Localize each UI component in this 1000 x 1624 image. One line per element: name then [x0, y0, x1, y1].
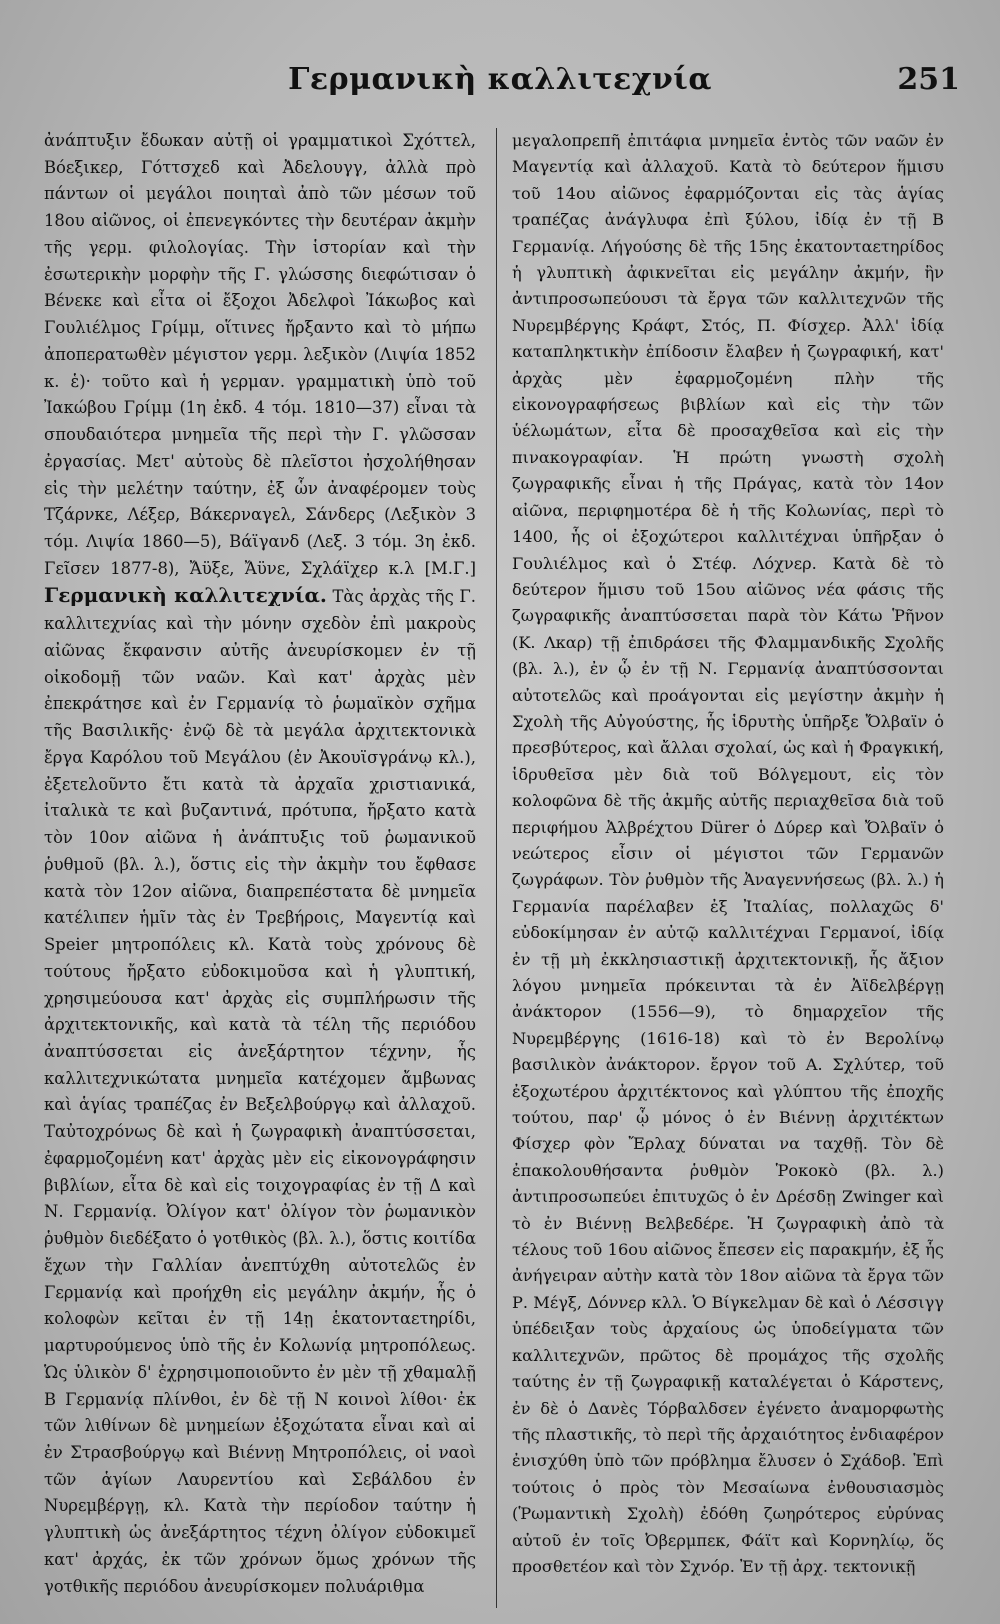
paragraph-renaissance: Τὸν ῥυθμὸν τῆς Ἀναγεννήσεως (βλ. λ.) ἡ Γερμανία παρέλαβεν ἐξ Ἰταλίας, πολλαχῶς δ' εὐδοκίμησαν ἐν αὐτῷ καλλιτέχναι Γερμανοί, ἰδίᾳ ἐν τῇ μὴ ἐκκλησιαστικῇ ἀρχιτεκτονικῇ, ἧς ἄξιον λόγου μνημεῖα πρόκεινται τὰ ἐν Ἀϊδελβέργῃ ἀνάκτορον (1556—9), τὸ δημαρχεῖον τῆς Νυρεμβέργης (1616-18) καὶ τὸ ἐν Βερολίνῳ βασιλικὸν ἀνάκτορον. ἔργον τοῦ Α. Σχλύτερ, τοῦ ἐξοχωτέρου ἀρχιτέκτονος καὶ γλύπτου τῆς ἐποχῆς τούτου, παρ' ᾧ μόνος ὁ ἐν Βιέννῃ ἀρχιτέκτων Φίσχερ φὸν Ἔρλαχ δύναται να ταχθῇ. Τὸν δὲ ἐπακολουθήσαντα ῥυθμὸν Ῥοκοκὸ (βλ. λ.) ἀντιπροσωπεύει ἐπιτυχῶς ὁ ἐν Δρέσδῃ Zwinger καὶ τὸ ἐν Βιέννῃ Βελβεδέρε. Ἡ ζωγραφικὴ ἀπὸ τὰ τέλους τοῦ 16ου αἰῶνος ἔπεσεν εἰς παρακμήν, ἐξ ἧς ἀνήγειραν αὐτὴν κατὰ τὸν 18ον αἰῶνα τὰ ἔργα τῶν Ρ. Μέγξ, Δόννερ κλλ. Ὁ Βίγκελμαν δὲ καὶ ὁ Λέσσιγγ ὑπέδειξαν τοὺς ἀρχαίους ὡς ὑποδείγματα τῶν καλλιτεχνῶν, πρῶτος δὲ προμάχος τῆς σχολῆς ταύτης ἐν τῇ ζωγραφικῇ καταλέγεται ὁ Κάρστενς, ἐν δὲ ὁ Δανὲς Τόρβαλδσεν ἐγένετο ἀναμορφωτὴς τῆς πλαστικῆς, τὸ περὶ τῆς ἀρχαιότητος ἐνδιαφέρον ἐνισχύθη ὑπὸ τῶν πρόβλημα ἔλυσεν ὁ Σχάδοβ. Ἐπὶ τούτοις ὁ πρὸς τὸν Μεσαίωνα ἐνθουσιασμὸς (Ῥωμαντικὴ Σχολὴ) ἐδόθη ζωηρότερος εὐρύνας αὐτοῦ ἐν τοῖς Ὀβερμπεκ, Φάϊτ καὶ Κορνηλίῳ, ὅς προσθετέον καὶ τὸν Σχνόρ. Ἐν τῇ ἀρχ. τεκτονικῇ — [512, 870, 944, 1576]
left-column — [44, 128, 476, 1600]
paragraph-grammar-lexicon: ἀνάπτυξιν ἔδωκαν αὐτῇ οἱ γραμματικοὶ Σχόττελ, Βόεξικερ, Γόττσχεδ καὶ Ἀδελουγγ, ἀλλὰ πρὸ πάντων οἱ μεγάλοι ποιηταὶ ἀπὸ τῶν μέσων τοῦ 18ου αἰῶνος, οἱ ἐπενεγκόντες τὴν δευτέραν ἀκμὴν τῆς γερμ. φιλολογίας. Τὴν ἱστορίαν καὶ τὴν ἐσωτερικὴν μορφὴν τῆς Γ. γλώσσης διεφώτισαν ὁ Βένεκε καὶ εἶτα οἱ ἔξοχοι Ἀδελφοὶ Ἰάκωβος καὶ Γουλιέλμος Γρίμμ, οἵτινες ἤρξαντο καὶ τὸ μήπω ἀποπερατωθὲν μέγιστον γερμ. λεξικὸν (Λιψία 1852 κ. ἑ)· τοῦτο καὶ ἡ γερμαν. γραμματικὴ ὑπὸ τοῦ Ἰακώβου Γρίμμ (1η ἐκδ. 4 τόμ. 1810—37) εἶναι τὰ σπουδαιότερα μνημεῖα τῆς περὶ τὴν Γ. γλῶσσαν ἐργασίας. Μετ' αὐτοὺς δὲ πλεῖστοι ἠσχολήθησαν εἰς τὴν μελέτην ταύτην, ἐξ ὧν ἀναφέρομεν τοὺς Τζάρνκε, Λέξερ, Βάκερναγελ, Σάνδερς (Λεξικὸν 3 τόμ. Λιψία 1860—5), Βάϊγανδ (Λεξ. 3 τόμ. 3η ἐκδ. Γεῖσεν 1877-8), Ἄϋξε, Ἄϋνε, Σχλάϊχερ κ.λ [Μ.Γ.] — [44, 131, 476, 578]
page-number: 251 — [897, 62, 960, 97]
paragraph-sculpture-painting: μεγαλοπρεπῆ ἐπιτάφια μνημεῖα ἐντὸς τῶν ναῶν ἐν Μαγεντίᾳ καὶ ἀλλαχοῦ. Κατὰ τὸ δεύτερον ἥμισυ τοῦ 14ου αἰῶνος ἐφαρμόζονται εἰς τὰς ἁγίας τραπέζας ἀνάγλυφα ἐπὶ ξύλου, ἰδίᾳ ἐν τῇ Β Γερμανίᾳ. Λήγούσης δὲ τῆς 15ης ἑκατονταετηρίδος ἡ γλυπτικὴ ἀφικνεῖται εἰς μεγάλην ἀκμήν, ἣν ἀντιπροσωπεύουσι τὰ ἔργα τῶν καλλιτεχνῶν τῆς Νυρεμβέργης Κράφτ, Στός, Π. Φίσχερ. Ἀλλ' ἰδίᾳ καταπληκτικὴν ἐπίδοσιν ἔλαβεν ἡ ζωγραφική, κατ' ἀρχὰς μὲν ἐφαρμοζομένη πλὴν τῆς εἰκονογραφήσεως βιβλίων καὶ εἰς τὴν τῶν ὑέλωμάτων, εἶτα δὲ προσαχθεῖσα καὶ εἰς τὴν πινακογραφίαν. Ἡ πρώτη γνωστὴ σχολὴ ζωγραφικῆς εἶναι ἡ τῆς Πράγας, κατὰ τὸν 14ον αἰῶνα, περιφημοτέρα δὲ ἡ τῆς Κολωνίας, περὶ τὸ 1400, ἧς οἱ ἐξοχώτεροι καλλιτέχναι ὑπῆρξαν ὁ Γουλιέλμος καὶ ὁ Στέφ. Λόχνερ. Κατὰ δὲ τὸ δεύτερον ἥμισυ τοῦ 15ου αἰῶνος νέα φάσις τῆς ζωγραφικῆς ἀναπτύσσεται παρὰ τὸν Κάτω Ῥῆνον (Κ. Λκαρ) τῇ ἐπιδράσει τῆς Φλαμμανδικῆς Σχολῆς (βλ. λ.), ἐν ᾧ ἐν τῇ Ν. Γερμανίᾳ ἀναπτύσσονται αὐτοτελῶς καὶ προάγονται εἰς μεγίστην ἀκμὴν ἡ Σχολὴ τῆς Αὐγούστης, ἧς ἱδρυτὴς ὑπῆρξε Ὄλβαϊν ὁ πρεσβύτερος, καὶ ἄλλαι σχολαί, ὡς καὶ ἡ Φραγκική, ἱδρυθεῖσα μὲν διὰ τοῦ Βόλγεμουτ, εἰς τὸν κολοφῶνα δὲ τῆς ἀκμῆς αὐτῆς περιαχθεῖσα διὰ τοῦ περιφήμου Ἀλβρέχτου Dürer ὁ Δύρερ καὶ Ὄλβαϊν ὁ νεώτερος εἶσιν οἱ μέγιστοι τῶν Γερμανῶν ζωγράφων. — [512, 131, 944, 890]
page-header — [40, 62, 960, 102]
running-title: Γερμανικὴ καλλιτεχνία — [288, 62, 712, 97]
column-divider — [496, 128, 497, 1608]
entry-heading: Γερμανικὴ καλλιτεχνία. — [44, 583, 327, 608]
paragraph-german-art: Τὰς ἀρχὰς τῆς Γ. καλλιτεχνίας καὶ τὴν μόνην σχεδὸν ἐπὶ μακροὺς αἰῶνας ἔκφανσιν αὐτῆς ἀνευρίσκομεν ἐν τῇ οἰκοδομῇ τῶν ναῶν. Καὶ κατ' ἀρχὰς μὲν ἐπεκράτησε καὶ ἐν Γερμανίᾳ τὸ ῥωμαϊκὸν σχῆμα τῆς Βασιλικῆς· ἐνῷ δὲ τὰ μεγάλα ἀρχιτεκτονικὰ ἔργα Καρόλου τοῦ Μεγάλου (ἐν Ἀκουϊσγράνῳ κλ.), ἐξετελοῦντο ἔτι κατὰ τὰ ἀρχαῖα χριστιανικά, ἰταλικὰ τε καὶ βυζαντινά, πρότυπα, ἤρξατο κατὰ τὸν 10ον αἰῶνα ἡ ἀνάπτυξις τοῦ ῥωμανικοῦ ῥυθμοῦ (βλ. λ.), ὅστις εἰς τὴν ἀκμὴν του ἔφθασε κατὰ τὸν 12ον αἰῶνα, διαπρεπέστατα δὲ μνημεῖα κατέλιπεν ἡμῖν τὰς ἐν Τρεβήροις, Μαγεντίᾳ καὶ Speier μητροπόλεις κλ. Κατὰ τοὺς χρόνους δὲ τούτους ἤρξατο εὐδοκιμοῦσα καὶ ἡ γλυπτική, χρησιμεύουσα κατ' ἀρχὰς εἰς συμπλήρωσιν τῆς ἀρχιτεκτονικῆς, καὶ κατὰ τὰ τέλη τῆς περιόδου ἀναπτύσσεται εἰς ἀνεξάρτητον τέχνην, ἧς καλλιτεχνικώτατα μνημεῖα κατέχομεν ἄμβωνας καὶ ἁγίας τραπέζας ἐν Βεξελβούργῳ καὶ ἀλλαχοῦ. Ταὐτοχρόνως δὲ καὶ ἡ ζωγραφικὴ ἀναπτύσσεται, ἐφαρμοζομένη κατ' ἀρχὰς μὲν εἰς εἰκονογράφησιν βιβλίων, εἶτα δὲ καὶ εἰς τοιχογραφίας ἐν τῇ Δ καὶ Ν. Γερμανίᾳ. Ὀλίγον κατ' ὀλίγον τὸν ῥωμανικὸν ῥυθμὸν διεδέξατο ὁ γοτθικὸς (βλ. λ.), ὅστις κοιτίδα ἔχων τὴν Γαλλίαν ἀνεπτύχθη αὐτοτελῶς ἐν Γερμανίᾳ καὶ προήχθη εἰς μεγάλην ἀκμήν, ἧς ὁ κολοφὼν κεῖται ἐν τῇ 14ῃ ἑκατονταετηρίδι, μαρτυρούμενος ὑπὸ τῆς ἐν Κολωνίᾳ μητροπόλεως. Ὡς ὑλικὸν δ' ἐχρησιμοποιοῦντο ἐν μὲν τῇ χθαμαλῇ Β Γερμανίᾳ πλίνθοι, ἐν δὲ τῇ Ν κοινοὶ λίθοι· ἐκ τῶν λιθίνων δὲ μνημείων ἐξοχώτατα εἶναι καὶ αἱ ἐν Στρασβούργῳ καὶ Βιέννῃ Μητροπόλεις, οἱ ναοὶ τῶν ἁγίων Λαυρεντίου καὶ Σεβάλδου ἐν Νυρεμβέργῃ, κλ. Κατὰ τὴν περίοδον ταύτην ἡ γλυπτικὴ ὡς ἀνεξάρτητος τέχνη ὀλίγον εὐδοκιμεῖ κατ' ἀρχάς, ἐκ τῶν χρόνων ὅμως χρόνων τῆς γοτθικῆς περιόδου ἀνευρίσκομεν πολυάριθμα — [44, 587, 476, 1596]
right-column — [512, 128, 944, 1580]
